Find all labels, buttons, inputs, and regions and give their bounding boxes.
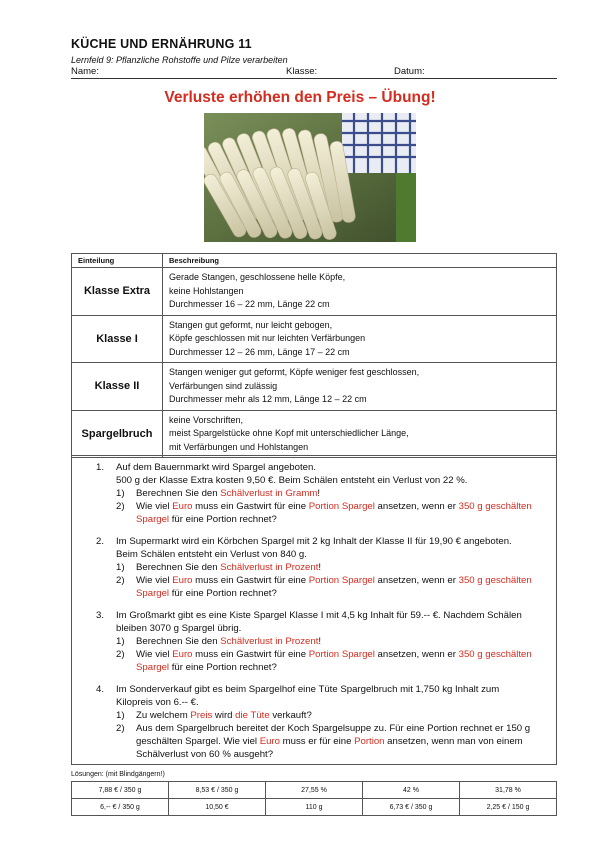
table-row <box>72 363 557 411</box>
name-class-date-line <box>71 66 557 79</box>
exercise-box <box>71 455 557 765</box>
grade-name: Klasse Extra <box>72 268 163 316</box>
solution-cell: 7,88 € / 350 g <box>72 782 169 799</box>
grade-description: Stangen gut geformt, nur leicht gebogen, Köpfe geschlossen mit nur leichten Verfärbungen Durchmesser 12 – 26 mm, Länge 17 – 22 cm <box>163 315 557 363</box>
class-label: Klasse: <box>286 66 318 77</box>
solution-cell: 6,73 € / 350 g <box>363 799 460 816</box>
task-3-question-1: 1) Berechnen Sie den Schälverlust in Prozent! <box>116 636 322 648</box>
column-header-description: Beschreibung <box>163 254 557 268</box>
table-row <box>72 782 557 799</box>
column-header-grade: Einteilung <box>72 254 163 268</box>
solution-cell: 31,78 % <box>460 782 557 799</box>
asparagus-grade-table <box>71 253 557 458</box>
solution-cell: 2,25 € / 150 g <box>460 799 557 816</box>
task-1-question-1: 1) Berechnen Sie den Schälverlust in Gramm! <box>116 488 320 500</box>
solution-cell: 6,-- € / 350 g <box>72 799 169 816</box>
table-row <box>72 410 557 458</box>
grade-description: Stangen weniger gut geformt, Köpfe weniger fest geschlossen, Verfärbungen sind zulässig Durchmesser mehr als 12 mm, Länge 12 – 22 cm <box>163 363 557 411</box>
exercise-title: Verluste erhöhen den Preis – Übung! <box>164 89 436 106</box>
task-4-question-1: 1) Zu welchem Preis wird die Tüte verkauft? <box>116 710 312 722</box>
table-row <box>72 268 557 316</box>
task-1: 1. Auf dem Bauernmarkt wird Spargel angeboten. 500 g der Klasse Extra kosten 9,50 €. Beim Schälen entsteht ein Verlust von 22 %. 1) Berechnen Sie den Schälverlust in Gramm! 2) Wie viel Euro muss ein Gastwirt für eine Portion Spargel ansetzen, wenn er 350 g geschälten Spargel für eine Portion rechnet? <box>96 461 552 526</box>
table-row <box>72 799 557 816</box>
solution-cell: 8,53 € / 350 g <box>169 782 266 799</box>
task-3: 3. Im Großmarkt gibt es eine Kiste Spargel Klasse I mit 4,5 kg Inhalt für 59.-- €. Nachdem Schälen bleiben 3070 g Spargel übrig. 1) Berechnen Sie den Schälverlust in Prozent! 2) Wie viel Euro muss ein Gastwirt für eine Portion Spargel ansetzen, wenn er 350 g geschälten Spargel für eine Portion rechnet? <box>96 609 552 674</box>
name-label: Name: <box>71 66 99 77</box>
date-label: Datum: <box>394 66 425 77</box>
task-2: 2. Im Supermarkt wird ein Körbchen Spargel mit 2 kg Inhalt der Klasse II für 19,90 € angeboten. Beim Schälen entsteht ein Verlust von 840 g. 1) Berechnen Sie den Schälverlust in Prozent! 2) Wie viel Euro muss ein Gastwirt für eine Portion Spargel ansetzen, wenn er 350 g geschälten Spargel für eine Portion rechnet? <box>96 535 552 600</box>
table-row <box>72 315 557 363</box>
worksheet-title: KÜCHE UND ERNÄHRUNG 11 <box>71 37 252 51</box>
grade-description: keine Vorschriften, meist Spargelstücke ohne Kopf mit unterschiedlicher Länge, mit Verfärbungen und Hohlstangen <box>163 410 557 458</box>
grade-name: Klasse II <box>72 363 163 411</box>
solution-cell: 27,55 % <box>266 782 363 799</box>
task-2-question-1: 1) Berechnen Sie den Schälverlust in Prozent! <box>116 562 322 574</box>
task-3-question-2: 2) Wie viel Euro muss ein Gastwirt für eine Portion Spargel ansetzen, wenn er 350 g geschälten Spargel für eine Portion rechnet? <box>116 649 532 674</box>
solution-cell: 110 g <box>266 799 363 816</box>
solution-cell: 10,50 € <box>169 799 266 816</box>
task-1-question-2: 2) Wie viel Euro muss ein Gastwirt für eine Portion Spargel ansetzen, wenn er 350 g geschälten Spargel für eine Portion rechnet? <box>116 501 532 526</box>
grade-name: Spargelbruch <box>72 410 163 458</box>
asparagus-photo <box>204 113 416 242</box>
grade-name: Klasse I <box>72 315 163 363</box>
task-2-question-2: 2) Wie viel Euro muss ein Gastwirt für eine Portion Spargel ansetzen, wenn er 350 g geschälten Spargel für eine Portion rechnet? <box>116 575 532 600</box>
solutions-label: Lösungen: (mit Blindgängern!) <box>71 771 165 778</box>
towel <box>342 113 416 173</box>
task-4: 4. Im Sonderverkauf gibt es beim Spargelhof eine Tüte Spargelbruch mit 1,750 kg Inhalt zum Kilopreis von 6.-- €. 1) Zu welchem Preis wird die Tüte verkauft? 2) Aus dem Spargelbruch bereitet der Koch Spargelsuppe zu. Für eine Portion rechnet er 150 g geschälten Spargel. Wie viel Euro muss er für eine Portion ansetzen, wenn man von einem Schälverlust von 60 % ausgeht? <box>96 683 552 762</box>
solutions-table <box>71 781 557 816</box>
worksheet-subtitle: Lernfeld 9: Pflanzliche Rohstoffe und Pilze verarbeiten <box>71 55 288 65</box>
grade-description: Gerade Stangen, geschlossene helle Köpfe, keine Hohlstangen Durchmesser 16 – 22 mm, Länge 22 cm <box>163 268 557 316</box>
task-4-question-2: 2) Aus dem Spargelbruch bereitet der Koch Spargelsuppe zu. Für eine Portion rechnet er 150 g geschälten Spargel. Wie viel Euro muss er für eine Portion ansetzen, wenn man von einem Schälverlust von 60 % ausgeht? <box>116 723 531 761</box>
solution-cell: 42 % <box>363 782 460 799</box>
